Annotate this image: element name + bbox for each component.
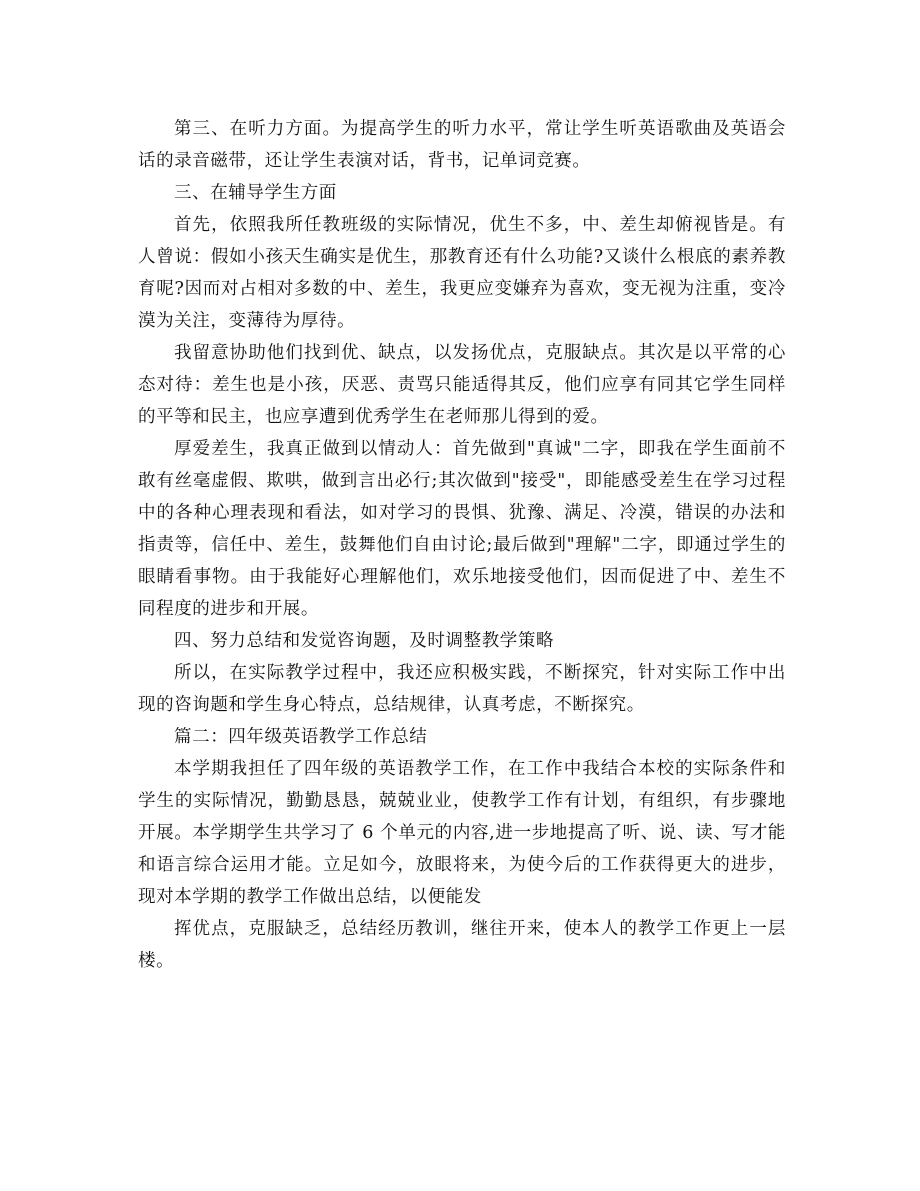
document-body	[138, 113, 786, 977]
paragraph-first-tutoring: 首先，依照我所任教班级的实际情况，优生不多，中、差生却俯视皆是。有人曾说：假如小孩天生确实是优生，那教育还有什么功能?又谈什么根底的素养教育呢?因而对占相对多数的中、差生，我更应变嫌弃为喜欢，变无视为注重，变冷漠为关注，变薄待为厚待。	[138, 215, 786, 331]
paragraph-care-for-students: 厚爱差生，我真正做到以情动人：首先做到"真诚"二字，即我在学生面前不敢有丝毫虚假、欺哄，做到言出必行;其次做到"接受"，即能感受差生在学习过程中的各种心理表现和看法，如对学习的畏惧、犹豫、满足、冷漠，错误的办法和指责等，信任中、差生，鼓舞他们自由讨论;最后做到"理解"二字，即通过学生的眼睛看事物。由于我能好心理解他们，欢乐地接受他们，因而促进了中、差生不同程度的进步和开展。	[138, 439, 786, 619]
paragraph-practice-explore: 所以，在实际教学过程中，我还应积极实践，不断探究，针对实际工作中出现的咨询题和学生身心特点，总结规律，认真考虑，不断探究。	[138, 663, 786, 715]
heading-part-two: 篇二：四年级英语教学工作总结	[174, 727, 428, 747]
paragraph-closing: 挥优点，克服缺乏，总结经历教训，继往开来，使本人的教学工作更上一层楼。	[138, 919, 786, 971]
paragraph-strengths-weaknesses: 我留意协助他们找到优、缺点，以发扬优点，克服缺点。其次是以平常的心态对待：差生也是小孩，厌恶、责骂只能适得其反，他们应享有同其它学生同样的平等和民主，也应享遭到优秀学生在老师那儿得到的爱。	[138, 343, 786, 427]
heading-tutoring-students: 三、在辅导学生方面	[174, 183, 337, 203]
heading-adjust-strategy: 四、努力总结和发觉咨询题，及时调整教学策略	[174, 631, 555, 651]
paragraph-semester-summary: 本学期我担任了四年级的英语教学工作，在工作中我结合本校的实际条件和学生的实际情况，勤勤恳恳，兢兢业业，使教学工作有计划，有组织，有步骤地开展。本学期学生共学习了 6 个单元的内容,进一步地提高了听、说、读、写才能和语言综合运用才能。立足如今，放眼将来，为使今后的工作获得更大的进步，现对本学期的教学工作做出总结，以便能发	[138, 759, 786, 907]
paragraph-listening: 第三、在听力方面。为提高学生的听力水平，常让学生听英语歌曲及英语会话的录音磁带，还让学生表演对话，背书，记单词竞赛。	[138, 119, 786, 171]
